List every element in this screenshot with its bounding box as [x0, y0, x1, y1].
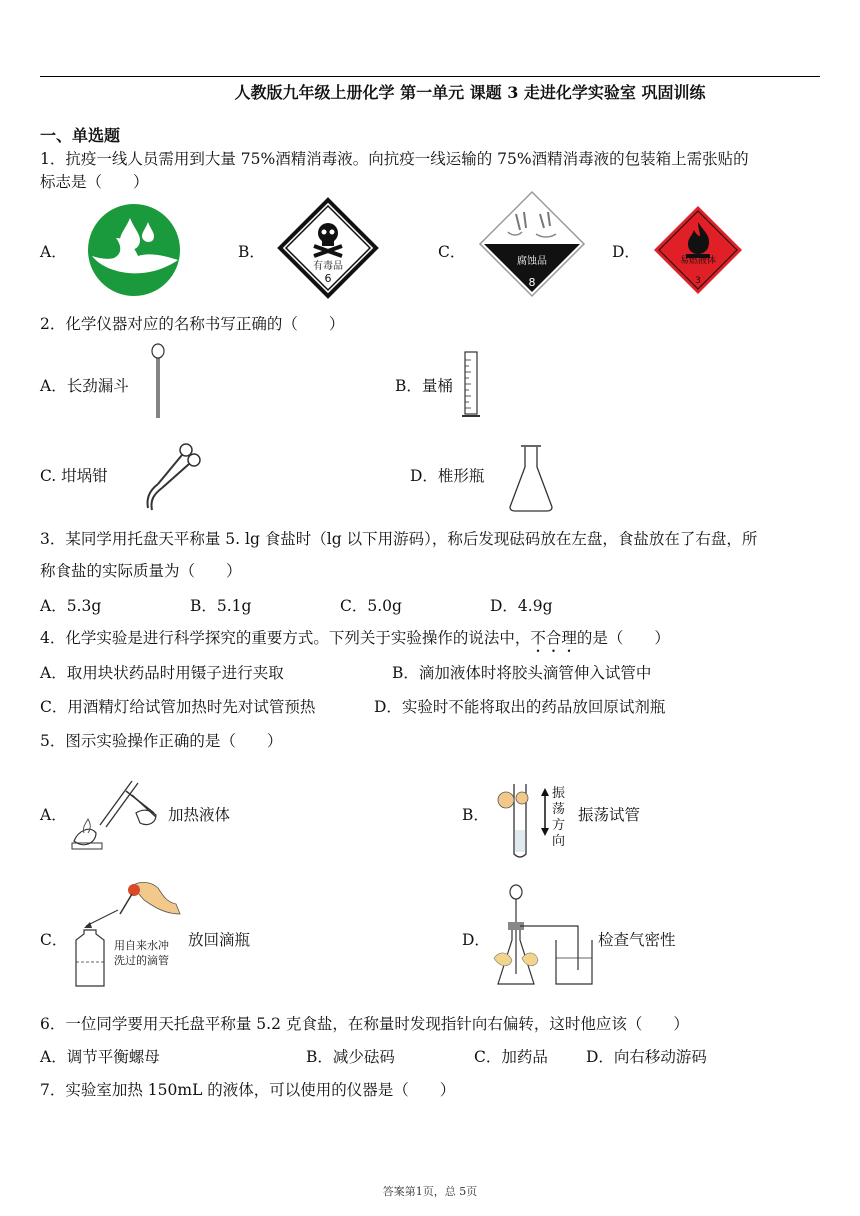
q6-option-b: B．减少砝码: [306, 1048, 395, 1066]
header-rule: [40, 76, 820, 77]
q1-option-d-letter: D．: [612, 243, 640, 261]
q6-option-d: D．向右移动游码: [586, 1048, 707, 1066]
corrosive-sign-number: 8: [528, 276, 536, 289]
q4-option-d: D．实验时不能将取出的药品放回原试剂瓶: [374, 698, 666, 716]
shaking-test-tube-illustration: [492, 780, 538, 862]
q5-option-a-caption: 加热液体: [168, 806, 231, 824]
q2-option-c: C. 坩埚钳: [40, 467, 108, 485]
q1-option-a-letter: A．: [40, 243, 67, 261]
q3-option-d: D．4.9g: [490, 597, 553, 615]
q5-option-d-letter: D．: [462, 931, 490, 949]
q4-stem: [40, 626, 670, 656]
page-footer: 答案第1页，总 5页: [382, 1185, 478, 1198]
double-arrow-icon: [540, 788, 550, 836]
water-saving-sign-icon: [86, 204, 182, 296]
shake-direction-char: 向: [552, 834, 566, 849]
q7-stem: 7．实验室加热 150mL 的液体，可以使用的仪器是（ ）: [40, 1081, 456, 1099]
q2-stem: 2．化学仪器对应的名称书写正确的（ ）: [40, 315, 345, 333]
q2-option-a: A．长劲漏斗: [40, 377, 129, 395]
q1-option-b-letter: B．: [238, 243, 265, 261]
q4-stem-emphasis: 不合理: [530, 629, 577, 647]
dropper-bottle-illustration: [70, 878, 186, 990]
toxic-sign-number: 6: [324, 272, 332, 285]
q3-option-b: B．5.1g: [190, 597, 252, 615]
q3-stem-line2: 称食盐的实际质量为（ ）: [40, 562, 242, 580]
q5-option-b-caption: 振荡试管: [578, 806, 641, 824]
q4-option-a: A．取用块状药品时用镊子进行夹取: [40, 664, 284, 682]
q4-stem-post: 的是（ ）: [576, 629, 670, 647]
airtightness-check-illustration: [492, 884, 596, 992]
page-title: 人教版九年级上册化学 第一单元 课题 3 走进化学实验室 巩固训练: [234, 83, 706, 102]
long-neck-funnel-icon: [150, 343, 166, 419]
flammable-sign-number: 3: [695, 276, 701, 286]
q3-option-c: C．5.0g: [340, 597, 402, 615]
bottle-note-line2: 洗过的滴管: [114, 954, 169, 967]
q1-option-c-letter: C．: [438, 243, 466, 261]
shake-direction-char: 方: [552, 818, 566, 833]
q3-stem-line1: 3．某同学用托盘天平称量 5. lg 食盐时（lg 以下用游码），称后发现砝码放在左盘，食盐放在了右盘，所: [40, 530, 758, 548]
q5-option-b-letter: B．: [462, 806, 489, 824]
q1-stem-line2: 标志是（ ）: [40, 173, 149, 191]
q5-stem: 5．图示实验操作正确的是（ ）: [40, 732, 283, 750]
q6-option-a: A．调节平衡螺母: [40, 1048, 160, 1066]
q2-option-b: B．量桶: [395, 377, 453, 395]
bottle-note-line1: 用自来水冲: [114, 939, 169, 952]
bottle-note: [114, 938, 169, 968]
q4-option-b: B．滴加液体时将胶头滴管伸入试管中: [392, 664, 652, 682]
q5-option-c-letter: C．: [40, 931, 68, 949]
q6-stem: 6．一位同学要用天托盘平称量 5.2 克食盐，在称量时发现指针向右偏转，这时他应该（ ）: [40, 1015, 689, 1033]
corrosive-sign-text: 腐蚀品: [517, 256, 547, 267]
q3-option-a: A．5.3g: [40, 597, 102, 615]
q2-option-d: D．椎形瓶: [410, 467, 485, 485]
shake-direction-char: 荡: [552, 802, 566, 817]
q5-option-c-caption: 放回滴瓶: [188, 931, 251, 949]
section-heading: 一、单选题: [40, 126, 121, 145]
heating-liquid-illustration: [70, 773, 162, 853]
graduated-cylinder-icon: [460, 350, 482, 420]
shake-direction-label: [552, 786, 568, 850]
crucible-tongs-icon: [136, 440, 204, 512]
q6-option-c: C．加药品: [474, 1048, 548, 1066]
q5-option-d-caption: 检查气密性: [598, 931, 676, 949]
q5-option-a-letter: A．: [40, 806, 67, 824]
q4-option-c: C．用酒精灯给试管加热时先对试管预热: [40, 698, 316, 716]
toxic-sign-text: 有毒品: [313, 261, 343, 272]
flammable-sign-text: 易燃液体: [679, 256, 716, 266]
q4-stem-pre: 4．化学实验是进行科学探究的重要方式。下列关于实验操作的说法中，: [40, 629, 531, 647]
shake-direction-char: 振: [552, 786, 566, 801]
q1-stem-line1: 1．抗疫一线人员需用到大量 75%酒精消毒液。向抗疫一线运输的 75%酒精消毒液的包装箱上需张贴的: [40, 150, 749, 168]
conical-flask-icon: [507, 443, 555, 513]
